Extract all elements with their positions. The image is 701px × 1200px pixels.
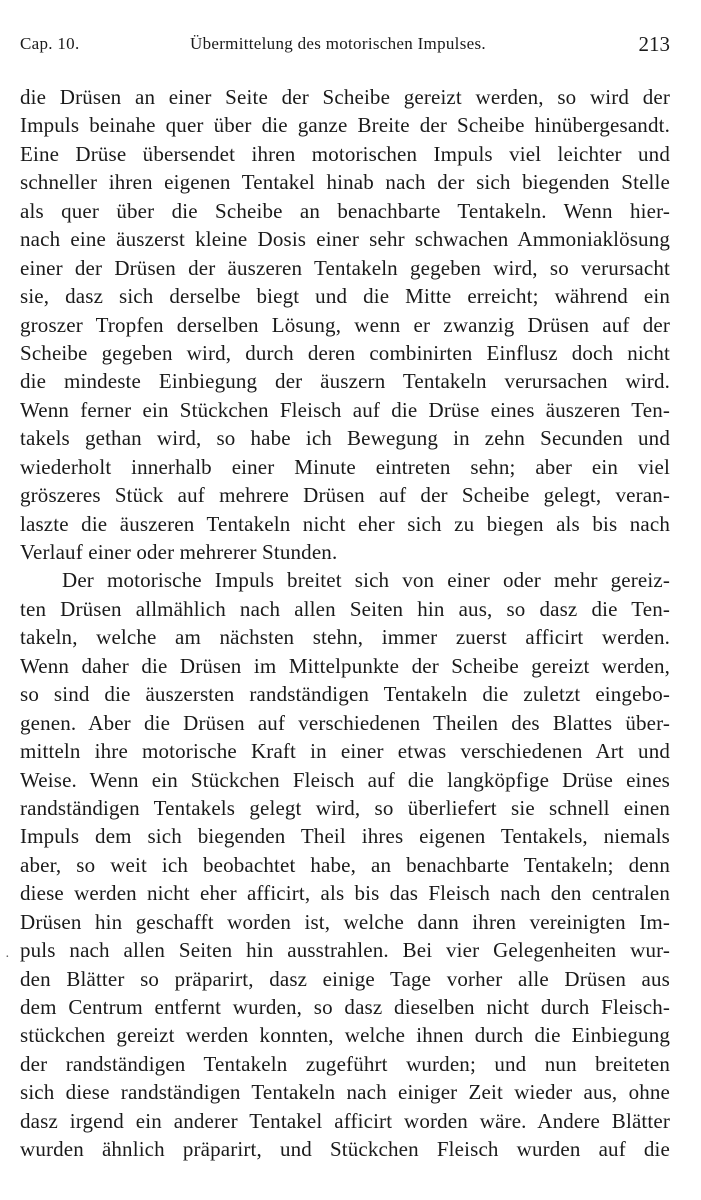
text-line: einer der Drüsen der äuszeren Tentakeln gegeben wird, so verursacht xyxy=(20,255,670,280)
paragraph-end-line: Verlauf einer oder mehrerer Stunden. xyxy=(20,540,338,564)
running-head xyxy=(20,34,670,60)
text-line: aber, so weit ich beobachtet habe, an benachbarte Tentakeln; denn xyxy=(20,852,670,877)
text-line: nach eine äuszerst kleine Dosis einer sehr schwachen Ammoniaklösung xyxy=(20,227,670,252)
text-line: takels gethan wird, so habe ich Bewegung in zehn Secunden und xyxy=(20,426,670,451)
text-line: groszer Tropfen derselben Lösung, wenn er zwanzig Drüsen auf der xyxy=(20,312,670,337)
text-line: gröszeres Stück auf mehrere Drüsen auf der Scheibe gelegt, veran- xyxy=(20,483,670,508)
text-line: takeln, welche am nächsten stehn, immer zuerst afficirt werden. xyxy=(20,625,670,650)
text-line: ten Drüsen allmählich nach allen Seiten hin aus, so dasz die Ten- xyxy=(20,596,670,621)
text-line: der randständigen Tentakeln zugeführt wurden; und nun breiteten xyxy=(20,1051,670,1076)
body-text xyxy=(20,83,670,1164)
text-line: randständigen Tentakels gelegt wird, so überliefert sie schnell einen xyxy=(20,795,670,820)
text-line: wiederholt innerhalb einer Minute eintreten sehn; aber ein viel xyxy=(20,454,670,479)
text-line: diese werden nicht eher afficirt, als bis das Fleisch nach den centralen xyxy=(20,881,670,906)
text-line: sich diese randständigen Tentakeln nach einiger Zeit wieder aus, ohne xyxy=(20,1080,670,1105)
text-line: dem Centrum entfernt wurden, so dasz dieselben nicht durch Fleisch- xyxy=(20,995,670,1019)
text-line: Scheibe gegeben wird, durch deren combinirten Einflusz doch nicht xyxy=(20,340,670,365)
text-line: laszte die äuszeren Tentakeln nicht eher sich zu biegen als bis nach xyxy=(20,511,670,536)
text-line: Eine Drüse übersendet ihren motorischen Impuls viel leichter und xyxy=(20,141,670,166)
text-line: Impuls beinahe quer über die ganze Breite der Scheibe hinübergesandt. xyxy=(20,113,670,138)
text-line: als quer über die Scheibe an benachbarte Tentakeln. Wenn hier- xyxy=(20,198,670,223)
page-number: 213 xyxy=(638,32,670,56)
text-line: dasz irgend ein anderer Tentakel afficirt worden wäre. Andere Blätter xyxy=(20,1108,670,1133)
chapter-label: Cap. 10. xyxy=(20,34,80,53)
text-line: sie, dasz sich derselbe biegt und die Mitte erreicht; während ein xyxy=(20,284,670,309)
text-line: schneller ihren eigenen Tentakel hinab nach der sich biegenden Stelle xyxy=(20,170,670,195)
text-line: so sind die äuszersten randständigen Tentakeln die zuletzt eingebo- xyxy=(20,682,670,707)
text-line: stückchen gereizt werden konnten, welche ihnen durch die Einbiegung xyxy=(20,1023,670,1048)
text-line: Impuls dem sich biegenden Theil ihres eigenen Tentakels, niemals xyxy=(20,824,670,849)
text-line: die mindeste Einbiegung der äuszern Tentakeln verursachen wird. xyxy=(20,369,670,394)
paragraph-start-line: Der motorische Impuls breitet sich von einer oder mehr gereiz- xyxy=(62,568,670,593)
text-line: mitteln ihre motorische Kraft in einer etwas verschiedenen Art und xyxy=(20,739,670,764)
text-line: den Blätter so präparirt, dasz einige Tage vorher alle Drüsen aus xyxy=(20,966,670,991)
margin-mark: · xyxy=(5,950,10,965)
text-line: genen. Aber die Drüsen auf verschiedenen Theilen des Blattes über- xyxy=(20,710,670,735)
text-line: die Drüsen an einer Seite der Scheibe gereizt werden, so wird der xyxy=(20,85,670,109)
text-line: Drüsen hin geschafft worden ist, welche dann ihren vereinigten Im- xyxy=(20,909,670,934)
text-line: Wenn ferner ein Stückchen Fleisch auf die Drüse eines äuszeren Ten- xyxy=(20,397,670,422)
text-line: Weise. Wenn ein Stückchen Fleisch auf die langköpfige Drüse eines xyxy=(20,767,670,792)
text-line: puls nach allen Seiten hin ausstrahlen. Bei vier Gelegenheiten wur- xyxy=(20,938,670,963)
text-line: wurden ähnlich präparirt, und Stückchen Fleisch wurden auf die xyxy=(20,1137,670,1162)
text-line: Wenn daher die Drüsen im Mittelpunkte der Scheibe gereizt werden, xyxy=(20,653,670,678)
running-title: Übermittelung des motorischen Impulses. xyxy=(190,34,486,53)
